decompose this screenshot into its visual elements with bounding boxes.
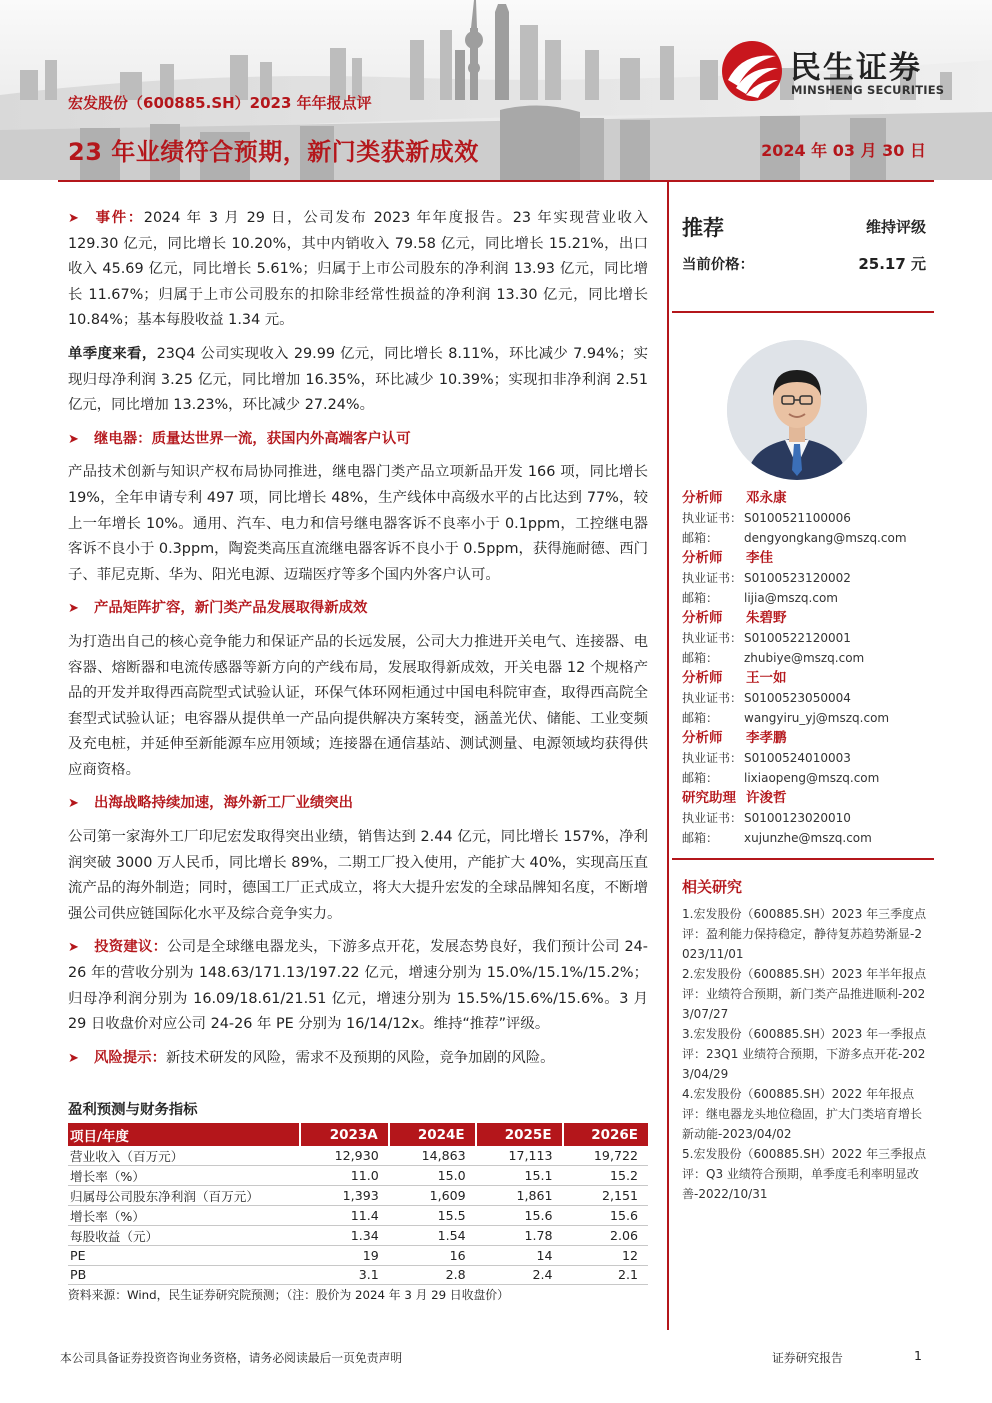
relay-paragraph: 产品技术创新与知识产权布局协同推进，继电器门类产品立项新品开发 166 项，同比增长 19%，全年申请专利 497 项，同比增长 48%，生产线体中高级水平的占比达到 77%，较上一年增长 10%。通用、汽车、电力和信号继电器客诉不良率小于 0.1ppm，工控继电器客诉不良小于 0.3ppm，陶瓷类高压直流继电器客诉不良小于 0.5ppm，获得施耐德、西门子、菲尼克斯、华为、阳光电源、迈瑞医疗等多个国内外客户认可。 bbox=[68, 464, 648, 583]
section-title-product bbox=[68, 596, 648, 622]
analyst-cert: S0100523050004 bbox=[744, 691, 851, 705]
analyst-cert: S0100524010003 bbox=[744, 751, 851, 765]
table-cell: 增长率（%） bbox=[68, 1206, 300, 1226]
column-divider bbox=[667, 180, 669, 1330]
sidebar-divider bbox=[672, 311, 934, 313]
email-label: 邮箱： bbox=[682, 591, 719, 605]
logo-chinese-name: 民生证券 bbox=[790, 50, 922, 86]
analyst-role: 分析师 bbox=[682, 550, 723, 566]
table-header-cell: 2025E bbox=[476, 1123, 563, 1146]
arrow-bullet-icon: ➤ bbox=[68, 431, 79, 447]
table-cell: 2.8 bbox=[389, 1265, 476, 1285]
arrow-bullet-icon: ➤ bbox=[68, 211, 79, 226]
table-cell: 营业收入（百万元） bbox=[68, 1146, 300, 1166]
table-title: 盈利预测与财务指标 bbox=[68, 1102, 198, 1118]
table-cell: 1,609 bbox=[389, 1186, 476, 1206]
table-cell: 14 bbox=[476, 1246, 563, 1266]
minsheng-logo bbox=[718, 36, 968, 106]
table-header-cell: 项目/年度 bbox=[68, 1123, 300, 1146]
analyst-role: 分析师 bbox=[682, 670, 723, 686]
analyst-name: 朱碧野 bbox=[746, 610, 787, 626]
table-cell: 2.06 bbox=[563, 1226, 648, 1246]
table-row bbox=[68, 1206, 648, 1226]
table-cell: 增长率（%） bbox=[68, 1166, 300, 1186]
section-title-overseas bbox=[68, 791, 648, 817]
analyst-name: 李佳 bbox=[746, 550, 773, 566]
table-row bbox=[68, 1265, 648, 1285]
table-cell: 1.78 bbox=[476, 1226, 563, 1246]
table-cell: 19,722 bbox=[563, 1146, 648, 1166]
table-cell: 15.1 bbox=[476, 1166, 563, 1186]
table-cell: 15.6 bbox=[563, 1206, 648, 1226]
quarter-label: 单季度来看， bbox=[68, 345, 157, 362]
analyst-cert: S0100523120002 bbox=[744, 571, 851, 585]
risk-label: 风险提示： bbox=[94, 1049, 166, 1066]
report-headline: 23 年业绩符合预期，新门类获新成效 bbox=[68, 138, 479, 166]
header-divider bbox=[58, 180, 934, 182]
analyst-email[interactable]: wangyiru_yj@mszq.com bbox=[744, 711, 890, 725]
table-cell: 每股收益（元） bbox=[68, 1226, 300, 1246]
table-cell: PE bbox=[68, 1246, 300, 1266]
table-cell: 15.6 bbox=[476, 1206, 563, 1226]
table-cell: 归属母公司股东净利润（百万元） bbox=[68, 1186, 300, 1206]
cert-label: 执业证书： bbox=[682, 811, 743, 825]
table-cell: 2.4 bbox=[476, 1265, 563, 1285]
table-row bbox=[68, 1246, 648, 1266]
table-cell: 1,393 bbox=[300, 1186, 389, 1206]
table-cell: 15.5 bbox=[389, 1206, 476, 1226]
quarter-paragraph bbox=[68, 342, 648, 419]
table-row bbox=[68, 1186, 648, 1206]
table-row bbox=[68, 1226, 648, 1246]
analyst-role: 分析师 bbox=[682, 490, 723, 506]
cert-label: 执业证书： bbox=[682, 751, 743, 765]
investment-label: 投资建议： bbox=[94, 939, 168, 956]
analyst-card bbox=[682, 608, 934, 668]
price-value: 25.17 元 bbox=[858, 255, 926, 273]
risk-paragraph bbox=[68, 1046, 648, 1072]
table-cell: 1.34 bbox=[300, 1226, 389, 1246]
investment-paragraph bbox=[68, 935, 648, 1037]
main-column bbox=[68, 206, 648, 1071]
table-header-cell: 2026E bbox=[563, 1123, 648, 1146]
table-cell: 1.54 bbox=[389, 1226, 476, 1246]
overseas-paragraph: 公司第一家海外工厂印尼宏发取得突出业绩，销售达到 2.44 亿元，同比增长 157%，净利润突破 3000 万人民币，同比增长 89%，二期工厂投入使用，产能扩大 40%，实现高压直流产品的海外制造；同时，德国工厂正式成立，将大大提升宏发的全球品牌知名度，不断增强公司供应链国际化水平及综合竞争实力。 bbox=[68, 829, 648, 922]
cert-label: 执业证书： bbox=[682, 511, 743, 525]
table-row bbox=[68, 1146, 648, 1166]
table-source-note: 资料来源：Wind，民生证券研究院预测；（注：股价为 2024 年 3 月 29 日收盘价） bbox=[68, 1288, 509, 1302]
email-label: 邮箱： bbox=[682, 531, 719, 545]
sidebar-divider bbox=[672, 858, 934, 860]
arrow-bullet-icon: ➤ bbox=[68, 1050, 79, 1066]
quarter-text: 23Q4 公司实现收入 29.99 亿元，同比增长 8.11%，环比减少 7.94%；实现归母净利润 3.25 亿元，同比增加 16.35%，环比减少 10.39%；实现扣非净利润 2.51 亿元，同比增加 13.23%，环比减少 27.24%。 bbox=[68, 345, 648, 414]
rating-value: 推荐 bbox=[682, 216, 724, 240]
investment-text: 公司是全球继电器龙头，下游多点开花，发展态势良好，我们预计公司 24-26 年的营收分别为 148.63/171.13/197.22 亿元，增速分别为 15.0%/15.1%/15.2%；归母净利润分别为 16.09/18.61/21.51 亿元，增速分别为 15.5%/15.6%/15.6%。3 月 29 日收盘价对应公司 24-26 年 PE 分别为 16/14/12x。维持“推荐”评级。 bbox=[68, 939, 648, 1033]
analyst-email[interactable]: lixiaopeng@mszq.com bbox=[744, 771, 880, 785]
related-research-item[interactable]: 1.宏发股份（600885.SH）2023 年三季度点评：盈利能力保持稳定，静待复苏趋势渐显-2023/11/01 bbox=[682, 907, 927, 961]
page-number: 1 bbox=[914, 1348, 922, 1363]
table-cell: 1,861 bbox=[476, 1186, 563, 1206]
email-label: 邮箱： bbox=[682, 651, 719, 665]
analyst-role: 分析师 bbox=[682, 610, 723, 626]
logo-english-name: MINSHENG SECURITIES bbox=[791, 83, 945, 97]
header-banner bbox=[0, 0, 992, 180]
section-title-text: 继电器：质量达世界一流，获国内外高端客户认可 bbox=[94, 430, 411, 447]
table-cell: 11.4 bbox=[300, 1206, 389, 1226]
email-label: 邮箱： bbox=[682, 831, 719, 845]
table-header-cell: 2024E bbox=[389, 1123, 476, 1146]
analyst-card bbox=[682, 488, 934, 548]
analyst-cert: S0100521100006 bbox=[744, 511, 851, 525]
arrow-bullet-icon: ➤ bbox=[68, 940, 79, 956]
rating-status: 维持评级 bbox=[865, 218, 926, 236]
analyst-card bbox=[682, 668, 934, 728]
event-label: 事件： bbox=[94, 210, 144, 226]
financial-table bbox=[68, 1123, 648, 1285]
related-research-item[interactable]: 3.宏发股份（600885.SH）2023 年一季报点评：23Q1 业绩符合预期，下游多点开花-2023/04/29 bbox=[682, 1027, 927, 1081]
analyst-cert: S0100123020010 bbox=[744, 811, 851, 825]
analyst-card bbox=[682, 788, 934, 848]
table-cell: 11.0 bbox=[300, 1166, 389, 1186]
analyst-list bbox=[682, 488, 934, 848]
analyst-name: 邓永康 bbox=[746, 490, 787, 506]
table-header-row bbox=[68, 1123, 648, 1146]
table-cell: 2.1 bbox=[563, 1265, 648, 1285]
table-cell: 2,151 bbox=[563, 1186, 648, 1206]
analyst-email[interactable]: lijia@mszq.com bbox=[744, 591, 838, 605]
minsheng-logo-icon bbox=[720, 40, 784, 102]
analyst-card bbox=[682, 728, 934, 788]
analyst-cert: S0100522120001 bbox=[744, 631, 851, 645]
table-cell: 15.0 bbox=[389, 1166, 476, 1186]
arrow-bullet-icon: ➤ bbox=[68, 601, 79, 617]
arrow-bullet-icon: ➤ bbox=[68, 796, 79, 812]
cert-label: 执业证书： bbox=[682, 631, 743, 645]
analyst-role: 研究助理 bbox=[682, 790, 736, 806]
report-date: 2024 年 03 月 30 日 bbox=[761, 141, 926, 160]
table-cell: 19 bbox=[300, 1246, 389, 1266]
analyst-email[interactable]: dengyongkang@mszq.com bbox=[744, 531, 907, 545]
section-title-relay bbox=[68, 427, 648, 453]
section-title-text: 出海战略持续加速，海外新工厂业绩突出 bbox=[94, 795, 354, 812]
price-label: 当前价格： bbox=[682, 257, 754, 273]
risk-text: 新技术研发的风险，需求不及预期的风险，竞争加剧的风险。 bbox=[165, 1049, 555, 1066]
cert-label: 执业证书： bbox=[682, 571, 743, 585]
table-cell: 12 bbox=[563, 1246, 648, 1266]
related-research-title: 相关研究 bbox=[682, 878, 743, 896]
analyst-email[interactable]: xujunzhe@mszq.com bbox=[744, 831, 872, 845]
product-paragraph: 为打造出自己的核心竞争能力和保证产品的长远发展，公司大力推进开关电气、连接器、电容器、熔断器和电流传感器等新方向的产线布局，发展取得新成效，开关电器 12 个规格产品的开发并取得西高院型式试验认证，环保气体环网柜通过中国电科院审查，取得西高院全套型式试验认证；电容器从提供单一产品向提供解决方案转变，涵盖光伏、储能、工业变频及充电桩，并延伸至新能源车应用领域；连接器在通信基站、测试测量、电源领域均获得供应商资格。 bbox=[68, 633, 648, 778]
section-title-text: 产品矩阵扩容，新门类产品发展取得新成效 bbox=[94, 600, 368, 617]
cert-label: 执业证书： bbox=[682, 691, 743, 705]
table-cell: 16 bbox=[389, 1246, 476, 1266]
analyst-role: 分析师 bbox=[682, 730, 723, 746]
analyst-name: 李孝鹏 bbox=[746, 730, 787, 746]
table-cell: PB bbox=[68, 1265, 300, 1285]
analyst-name: 许浚哲 bbox=[746, 790, 787, 806]
related-research-item[interactable]: 2.宏发股份（600885.SH）2023 年半年报点评：业绩符合预期，新门类产品推进顺利-2023/07/27 bbox=[682, 967, 927, 1021]
analyst-portrait-icon bbox=[727, 340, 867, 480]
table-header-cell: 2023A bbox=[300, 1123, 389, 1146]
analyst-email[interactable]: zhubiye@mszq.com bbox=[744, 651, 865, 665]
analyst-name: 王一如 bbox=[746, 670, 787, 686]
email-label: 邮箱： bbox=[682, 711, 719, 725]
table-cell: 15.2 bbox=[563, 1166, 648, 1186]
email-label: 邮箱： bbox=[682, 771, 719, 785]
table-row bbox=[68, 1166, 648, 1186]
footer-disclaimer: 本公司具备证券投资咨询业务资格，请务必阅读最后一页免责声明 bbox=[60, 1351, 403, 1365]
related-research-item[interactable]: 4.宏发股份（600885.SH）2022 年年报点评：继电器龙头地位稳固，扩大门类培育增长新动能-2023/04/02 bbox=[682, 1087, 923, 1141]
event-text: 2024 年 3 月 29 日，公司发布 2023 年年度报告。23 年实现营业收入 129.30 亿元，同比增长 10.20%，其中内销收入 79.58 亿元，同比增长 15.21%，出口收入 45.69 亿元，同比增长 5.61%；归属于上市公司股东的净利润 13.93 亿元，同比增长 11.67%；归属于上市公司股东的扣除非经常性损益的净利润 13.30 亿元，同比增长 10.84%；基本每股收益 1.34 元。 bbox=[68, 210, 648, 329]
related-research-item[interactable]: 5.宏发股份（600885.SH）2022 年三季报点评：Q3 业绩符合预期，单季度毛利率明显改善-2022/10/31 bbox=[682, 1147, 927, 1201]
table-cell: 17,113 bbox=[476, 1146, 563, 1166]
analyst-photo bbox=[727, 340, 867, 480]
report-topic: 宏发股份（600885.SH）2023 年年报点评 bbox=[68, 94, 372, 112]
event-paragraph bbox=[68, 206, 648, 334]
table-cell: 3.1 bbox=[300, 1265, 389, 1285]
analyst-card bbox=[682, 548, 934, 608]
related-research-list bbox=[682, 904, 928, 1204]
footer-doc-type: 证券研究报告 bbox=[772, 1351, 843, 1365]
table-cell: 14,863 bbox=[389, 1146, 476, 1166]
table-cell: 12,930 bbox=[300, 1146, 389, 1166]
